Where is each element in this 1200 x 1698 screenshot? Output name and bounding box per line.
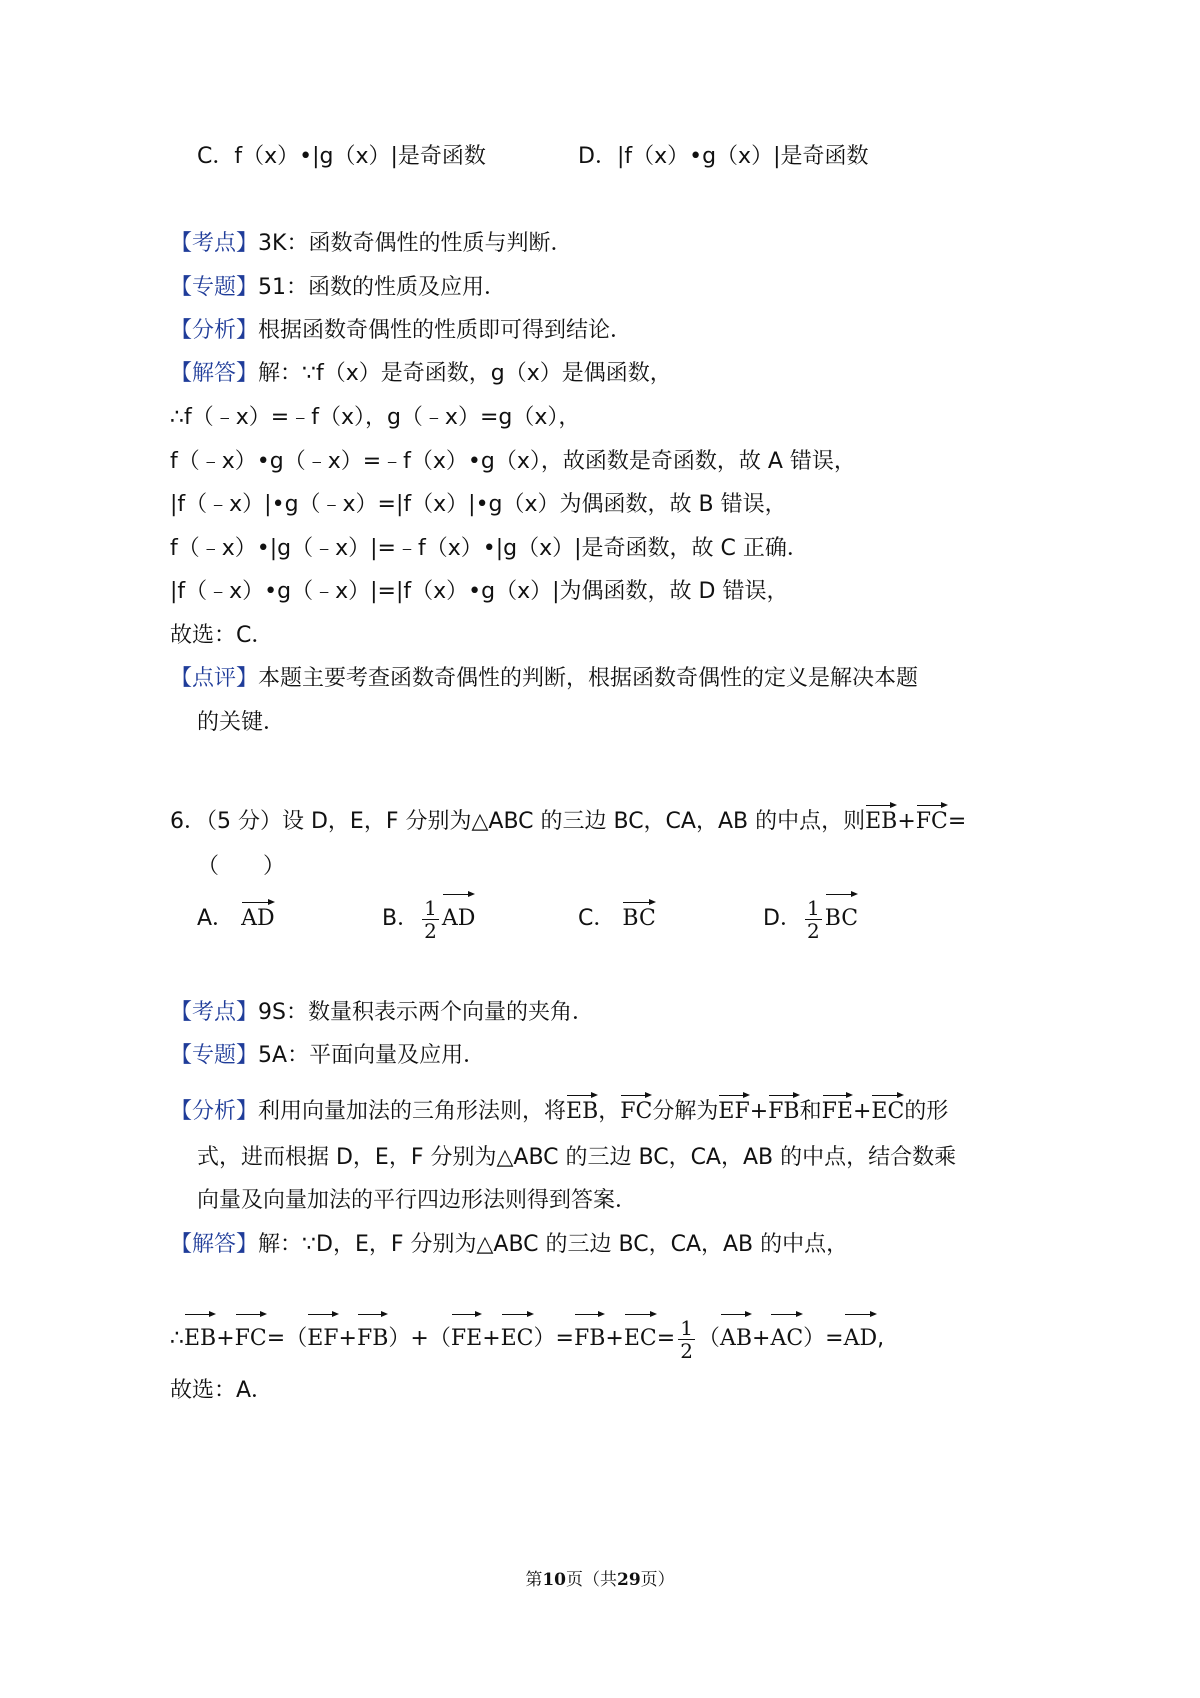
vector-ec: EC [871,1093,904,1127]
page-footer [0,1565,1200,1590]
fenxi-post: 的形 [904,1099,949,1124]
vector-fe: FE [822,1093,853,1127]
frac-num: 1 [680,1315,693,1340]
q5-zhuanti [170,273,506,303]
vector-eb: EB [566,1093,598,1127]
vector-ec: EC [624,1312,657,1362]
kaodian-tag: 【考点】 [170,1000,259,1025]
frac-den: 2 [424,918,437,943]
q5-step2: f（﹣x）•g（﹣x）=﹣f（x）•g（x），故函数是奇函数，故 A 错误， [170,449,856,474]
jieda-tag: 【解答】 [170,1232,259,1257]
vector-fb: FB [574,1312,605,1362]
fenxi-text: 利用向量加法的三角形法则，将 [258,1099,567,1124]
vector-ad: AD [241,900,275,934]
q5-answer: 故选：C． [170,623,274,648]
q5-option-c: C．f（x）•|g（x）|是奇函数 [197,144,486,169]
frac-den: 2 [806,918,820,943]
q5-dianping-line2: 的关键． [197,710,286,735]
q6-jieda [170,1230,848,1260]
fenxi-text: 根据函数奇偶性的性质即可得到结论． [258,318,633,343]
fraction-half [805,897,822,942]
footer-mid: 页（共 [566,1570,617,1590]
vector-ab: AB [720,1312,752,1362]
fraction-half [422,897,439,942]
q5-step1: ∴f（﹣x）=﹣f（x），g（﹣x）=g（x）， [170,405,581,430]
vector-ef: EF [307,1312,338,1362]
q6-answer: 故选：A． [170,1378,274,1403]
q5-kaodian [170,229,572,259]
q6-derivation: ∴EB+FC=（EF+FB）+（FE+EC）=FB+EC= $\frac{1}{2}$ （AB+AC）=AD, [170,1312,884,1362]
zhuanti-tag: 【专题】 [170,275,259,300]
q5-fenxi [170,316,632,346]
frac-den: 2 [680,1338,693,1363]
q6-stem: 6．（5 分）设 D，E，F 分别为△ABC 的三边 BC，CA，AB 的中点，则EB+FC= [170,803,966,837]
jieda-tag: 【解答】 [170,361,259,386]
vector-ad: AD [844,1312,878,1362]
q5-option-d: D．|f（x）•g（x）|是奇函数 [578,144,869,169]
vector-ad: AD [442,892,476,942]
footer-pre: 第 [525,1570,543,1590]
vector-fc: FC [235,1312,267,1362]
vector-fb: FB [768,1093,799,1127]
vector-ef: EF [718,1093,749,1127]
q6-fenxi: 【分析】利用向量加法的三角形法则，将EB，FC分解为EF+FB和FE+EC的形 [170,1093,948,1127]
frac-num: 1 [806,895,820,920]
fenxi-mid2: 和 [799,1099,822,1124]
vector-fc: FC [620,1093,652,1127]
fenxi-tag: 【分析】 [170,1099,259,1124]
footer-post: 页） [640,1570,675,1590]
vector-fb: FB [357,1312,388,1362]
q6-zhuanti [170,1041,485,1071]
option-d-label: D． [763,906,802,931]
q6-option-b [382,892,475,942]
q5-jieda [170,359,672,389]
q5-step5: |f（﹣x）•g（﹣x）|=|f（x）•g（x）|为偶函数，故 D 错误， [170,579,789,604]
fraction-half [678,1317,695,1362]
q6-blank: （ ） [197,854,286,879]
fenxi-mid1: 分解为 [652,1099,719,1124]
dianping-tag: 【点评】 [170,666,259,691]
zhuanti-text: 51：函数的性质及应用． [258,275,507,300]
q6-option-a [197,900,275,934]
therefore-symbol: ∴ [170,1326,184,1351]
vector-eb: EB [865,803,897,837]
dianping-text: 本题主要考查函数奇偶性的判断，根据函数奇偶性的定义是解决本题 [258,666,919,691]
q6-stem-text: 6．（5 分）设 D，E，F 分别为△ABC 的三边 BC，CA，AB 的中点，则 [170,809,866,834]
option-a-label: A． [197,906,235,931]
vector-bc: BC [825,892,858,942]
q5-dianping [170,664,918,694]
kaodian-text: 3K：函数奇偶性的性质与判断． [258,231,573,256]
page-total: 29 [617,1570,641,1590]
q6-fenxi-line3: 向量及向量加法的平行四边形法则得到答案． [197,1188,638,1213]
fenxi-tag: 【分析】 [170,318,259,343]
q5-step3: |f（﹣x）|•g（﹣x）=|f（x）|•g（x）为偶函数，故 B 错误， [170,492,787,517]
vector-eb: EB [184,1312,216,1362]
frac-num: 1 [424,895,437,920]
kaodian-tag: 【考点】 [170,231,259,256]
q6-option-d [763,892,858,942]
kaodian-text: 9S：数量积表示两个向量的夹角． [258,1000,594,1025]
option-c-label: C． [578,906,616,931]
vector-ac: AC [770,1312,803,1362]
jieda-text: 解：∵D，E，F 分别为△ABC 的三边 BC，CA，AB 的中点， [258,1232,849,1257]
vector-fc: FC [916,803,948,837]
q5-step4: f（﹣x）•|g（﹣x）|=﹣f（x）•|g（x）|是奇函数，故 C 正确． [170,536,809,561]
page-number: 10 [542,1570,566,1590]
vector-fe: FE [451,1312,482,1362]
option-b-label: B． [382,906,420,931]
vector-bc: BC [622,900,655,934]
zhuanti-tag: 【专题】 [170,1043,259,1068]
vector-ec: EC [501,1312,534,1362]
jieda-text: 解：∵f（x）是奇函数，g（x）是偶函数， [258,361,672,386]
zhuanti-text: 5A：平面向量及应用． [258,1043,486,1068]
q6-option-c [578,900,656,934]
q6-fenxi-line2: 式，进而根据 D，E，F 分别为△ABC 的三边 BC，CA，AB 的中点，结合数乘 [197,1145,957,1170]
q6-kaodian [170,998,594,1028]
